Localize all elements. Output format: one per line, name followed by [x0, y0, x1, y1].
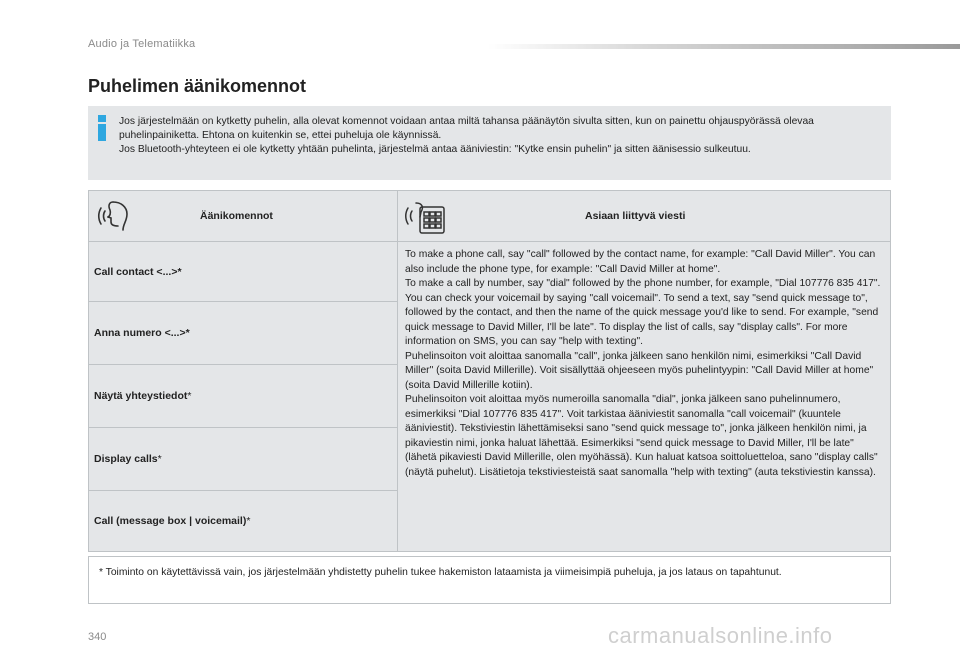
footnote-text: * Toiminto on käytettävissä vain, jos järjestelmään yhdistetty puhelin tukee hakemiston lataamista ja viimeisimpiä puheluja, ja jos lataus on tapahtunut. [99, 567, 782, 578]
speech-keypad-icon [404, 199, 448, 238]
watermark: carmanualsonline.info [608, 623, 833, 648]
info-box [88, 106, 891, 180]
command-name: Anna numero <...> [94, 327, 186, 339]
command-row [89, 491, 397, 551]
command-row [89, 428, 397, 491]
info-line: Jos järjestelmään on kytketty puhelin, alla olevat komennot voidaan antaa miltä tahansa päänäytön sivulta sitten, kun on painettu ohjauspyörässä olevaa puhelinpainiketta. Ehtona on kuitenkin se, ettei puheluja ole käynnissä. [119, 116, 814, 141]
response-paragraph: Puhelinsoiton voit aloittaa sanomalla "call", jonka jälkeen sano henkilön nimi, esimerkiksi "Call David Miller" (soita David Millerille). Voit sisällyttää ohjeeseen myös puhelintyypin: "Call David Miller at home" (soita David Millerille kotiin). [405, 350, 874, 391]
command-row [89, 242, 397, 302]
command-row [89, 365, 397, 428]
page-title: Puhelimen äänikomennot [88, 76, 307, 96]
footnote-mark: * [187, 390, 192, 402]
info-text [119, 115, 884, 157]
footnote-mark: * [246, 515, 251, 527]
table-header-commands [89, 191, 398, 242]
command-row [89, 302, 397, 365]
command-name: Call contact <...> [94, 265, 178, 278]
speech-icon [97, 199, 133, 236]
table-header-label: Äänikomennot [200, 210, 273, 222]
response-paragraph: To make a phone call, say "call" followed by the contact name, for example: "Call David Miller". You can also include the phone type, for example: "Call David Miller at home". [405, 249, 876, 275]
response-paragraph: To make a call by number, say "dial" followed by the phone number, for example, "Dial 107776 835 417". You can check your voicemail by saying "call voicemail". To send a text, say "send quick message to", followed by the contact, and then the name of the quick message you'd like to send. For example, "send quick message to David Miller, I'll be late". To display the list of calls, say "display calls". For more information on SMS, you can say "help with texting". [405, 278, 881, 347]
info-line: Jos Bluetooth-yhteyteen ei ole kytketty yhtään puhelinta, järjestelmä antaa ääniviestin: "Kytke ensin puhelin" ja sitten äänisessio sulkeutuu. [119, 144, 751, 155]
footnote-box [88, 556, 891, 604]
section-header: Audio ja Telematiikka [88, 38, 196, 50]
footnote-mark: * [157, 453, 162, 465]
table-header-response [398, 191, 890, 242]
table-header-label: Asiaan liittyvä viesti [585, 210, 686, 222]
command-name: Display calls [94, 453, 158, 465]
header-gradient-bar [488, 44, 960, 49]
voice-command-table [88, 190, 891, 552]
command-name: Call (message box | voicemail) [94, 515, 247, 527]
page-number: 340 [88, 631, 107, 643]
command-name: Näytä yhteystiedot [94, 390, 188, 402]
response-paragraph: Puhelinsoiton voit aloittaa myös numeroilla sanomalla "dial", jonka jälkeen sano puhelinnumero, esimerkiksi "Dial 107776 835 417". Voit tarkistaa ääniviestit sanomalla "call voicemail" (kuuntele ääniviestit). Tekstiviestin lähettämiseksi sano "send quick message to", jonka jälkeen henkilön nimi, ja pikaviestin nimi, jonka haluat lähettää. Esimerkiksi "send quick message to David Miller, I'll be late" (lähetä pikaviesti David Millerille, olen myöhässä). Kun haluat katsoa soittoluetteloa, sano "display calls" (näytä puhelut). Lisätietoja tekstiviesteistä saat sanomalla "help with texting" (auta tekstiviestin kanssa). [405, 394, 878, 478]
info-icon [98, 115, 106, 141]
footnote-mark: * [177, 265, 182, 278]
footnote-mark: * [185, 327, 190, 339]
response-text [405, 248, 885, 480]
